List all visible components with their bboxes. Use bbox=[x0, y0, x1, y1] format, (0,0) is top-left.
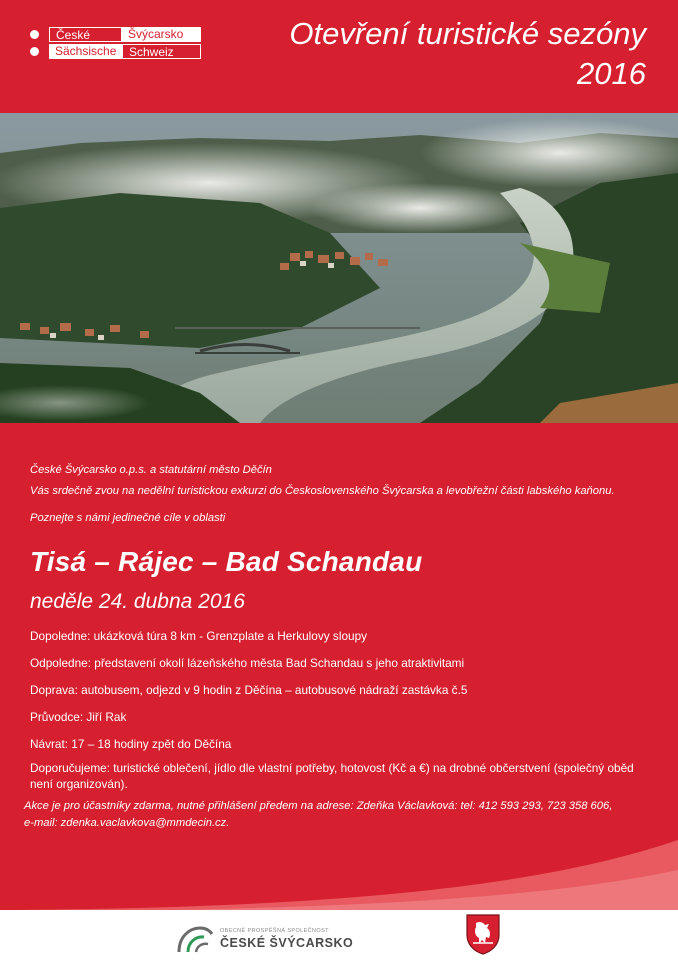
detail-guide: Průvodce: Jiří Rak bbox=[30, 710, 127, 724]
detail-morning: Dopoledne: ukázková túra 8 km - Grenzplate a Herkulovy sloupy bbox=[30, 629, 368, 643]
intro-invitation: Vás srdečně zvou na nedělní turistickou exkurzi do Československého Švýcarska a levobřežní části labského kaňonu. bbox=[30, 485, 615, 497]
detail-afternoon: Odpoledne: představení okolí lázeňského města Bad Schandau s jeho atraktivitami bbox=[30, 656, 465, 670]
intro-discover: Poznejte s námi jedinečné cíle v oblasti bbox=[30, 512, 226, 524]
page-title bbox=[289, 14, 646, 94]
logo-cs-right: Švýcarsko bbox=[122, 27, 201, 42]
elbe-valley-photo bbox=[0, 113, 678, 423]
bullet-icon bbox=[30, 47, 39, 56]
decin-coat-of-arms-icon bbox=[465, 913, 501, 955]
ceske-svycarsko-logo bbox=[30, 26, 201, 60]
org-name: ČESKÉ ŠVÝCARSKO bbox=[220, 936, 354, 950]
bullet-icon bbox=[30, 30, 39, 39]
logo-row-german bbox=[30, 43, 201, 60]
intro-organizers: České Švýcarsko o.p.s. a statutární město Děčín bbox=[30, 464, 272, 476]
detail-recommend: Doporučujeme: turistické oblečení, jídlo dle vlastní potřeby, hotovost (Kč a €) na drobné občerstvení (společný oběd není organizován). bbox=[30, 761, 634, 791]
logo-de-left: Sächsische bbox=[49, 44, 122, 59]
contact-email: e-mail: zdenka.vaclavkova@mmdecin.cz. bbox=[24, 817, 230, 829]
title-line-1: Otevření turistické sezóny bbox=[289, 16, 646, 51]
ops-ceske-svycarsko-logo bbox=[176, 924, 353, 954]
detail-transport: Doprava: autobusem, odjezd v 9 hodin z Děčína – autobusové nádraží zastávka č.5 bbox=[30, 683, 468, 697]
route-heading: Tisá – Rájec – Bad Schandau bbox=[30, 546, 423, 577]
event-date: neděle 24. dubna 2016 bbox=[30, 590, 245, 613]
detail-return: Návrat: 17 – 18 hodiny zpět do Děčína bbox=[30, 737, 232, 751]
logo-cs-left: České bbox=[49, 27, 122, 42]
arch-logo-icon bbox=[176, 924, 214, 954]
logo-row-czech bbox=[30, 26, 201, 43]
org-subtitle: OBECNĚ PROSPĚŠNÁ SPOLEČNOST bbox=[220, 928, 329, 934]
decorative-swoosh bbox=[0, 830, 678, 912]
title-line-2: 2016 bbox=[577, 56, 646, 91]
registration-note: Akce je pro účastníky zdarma, nutné přihlášení předem na adrese: Zdeňka Václavková: tel: 412 593 293, 723 358 606, bbox=[24, 800, 613, 812]
logo-de-right: Schweiz bbox=[122, 44, 201, 59]
